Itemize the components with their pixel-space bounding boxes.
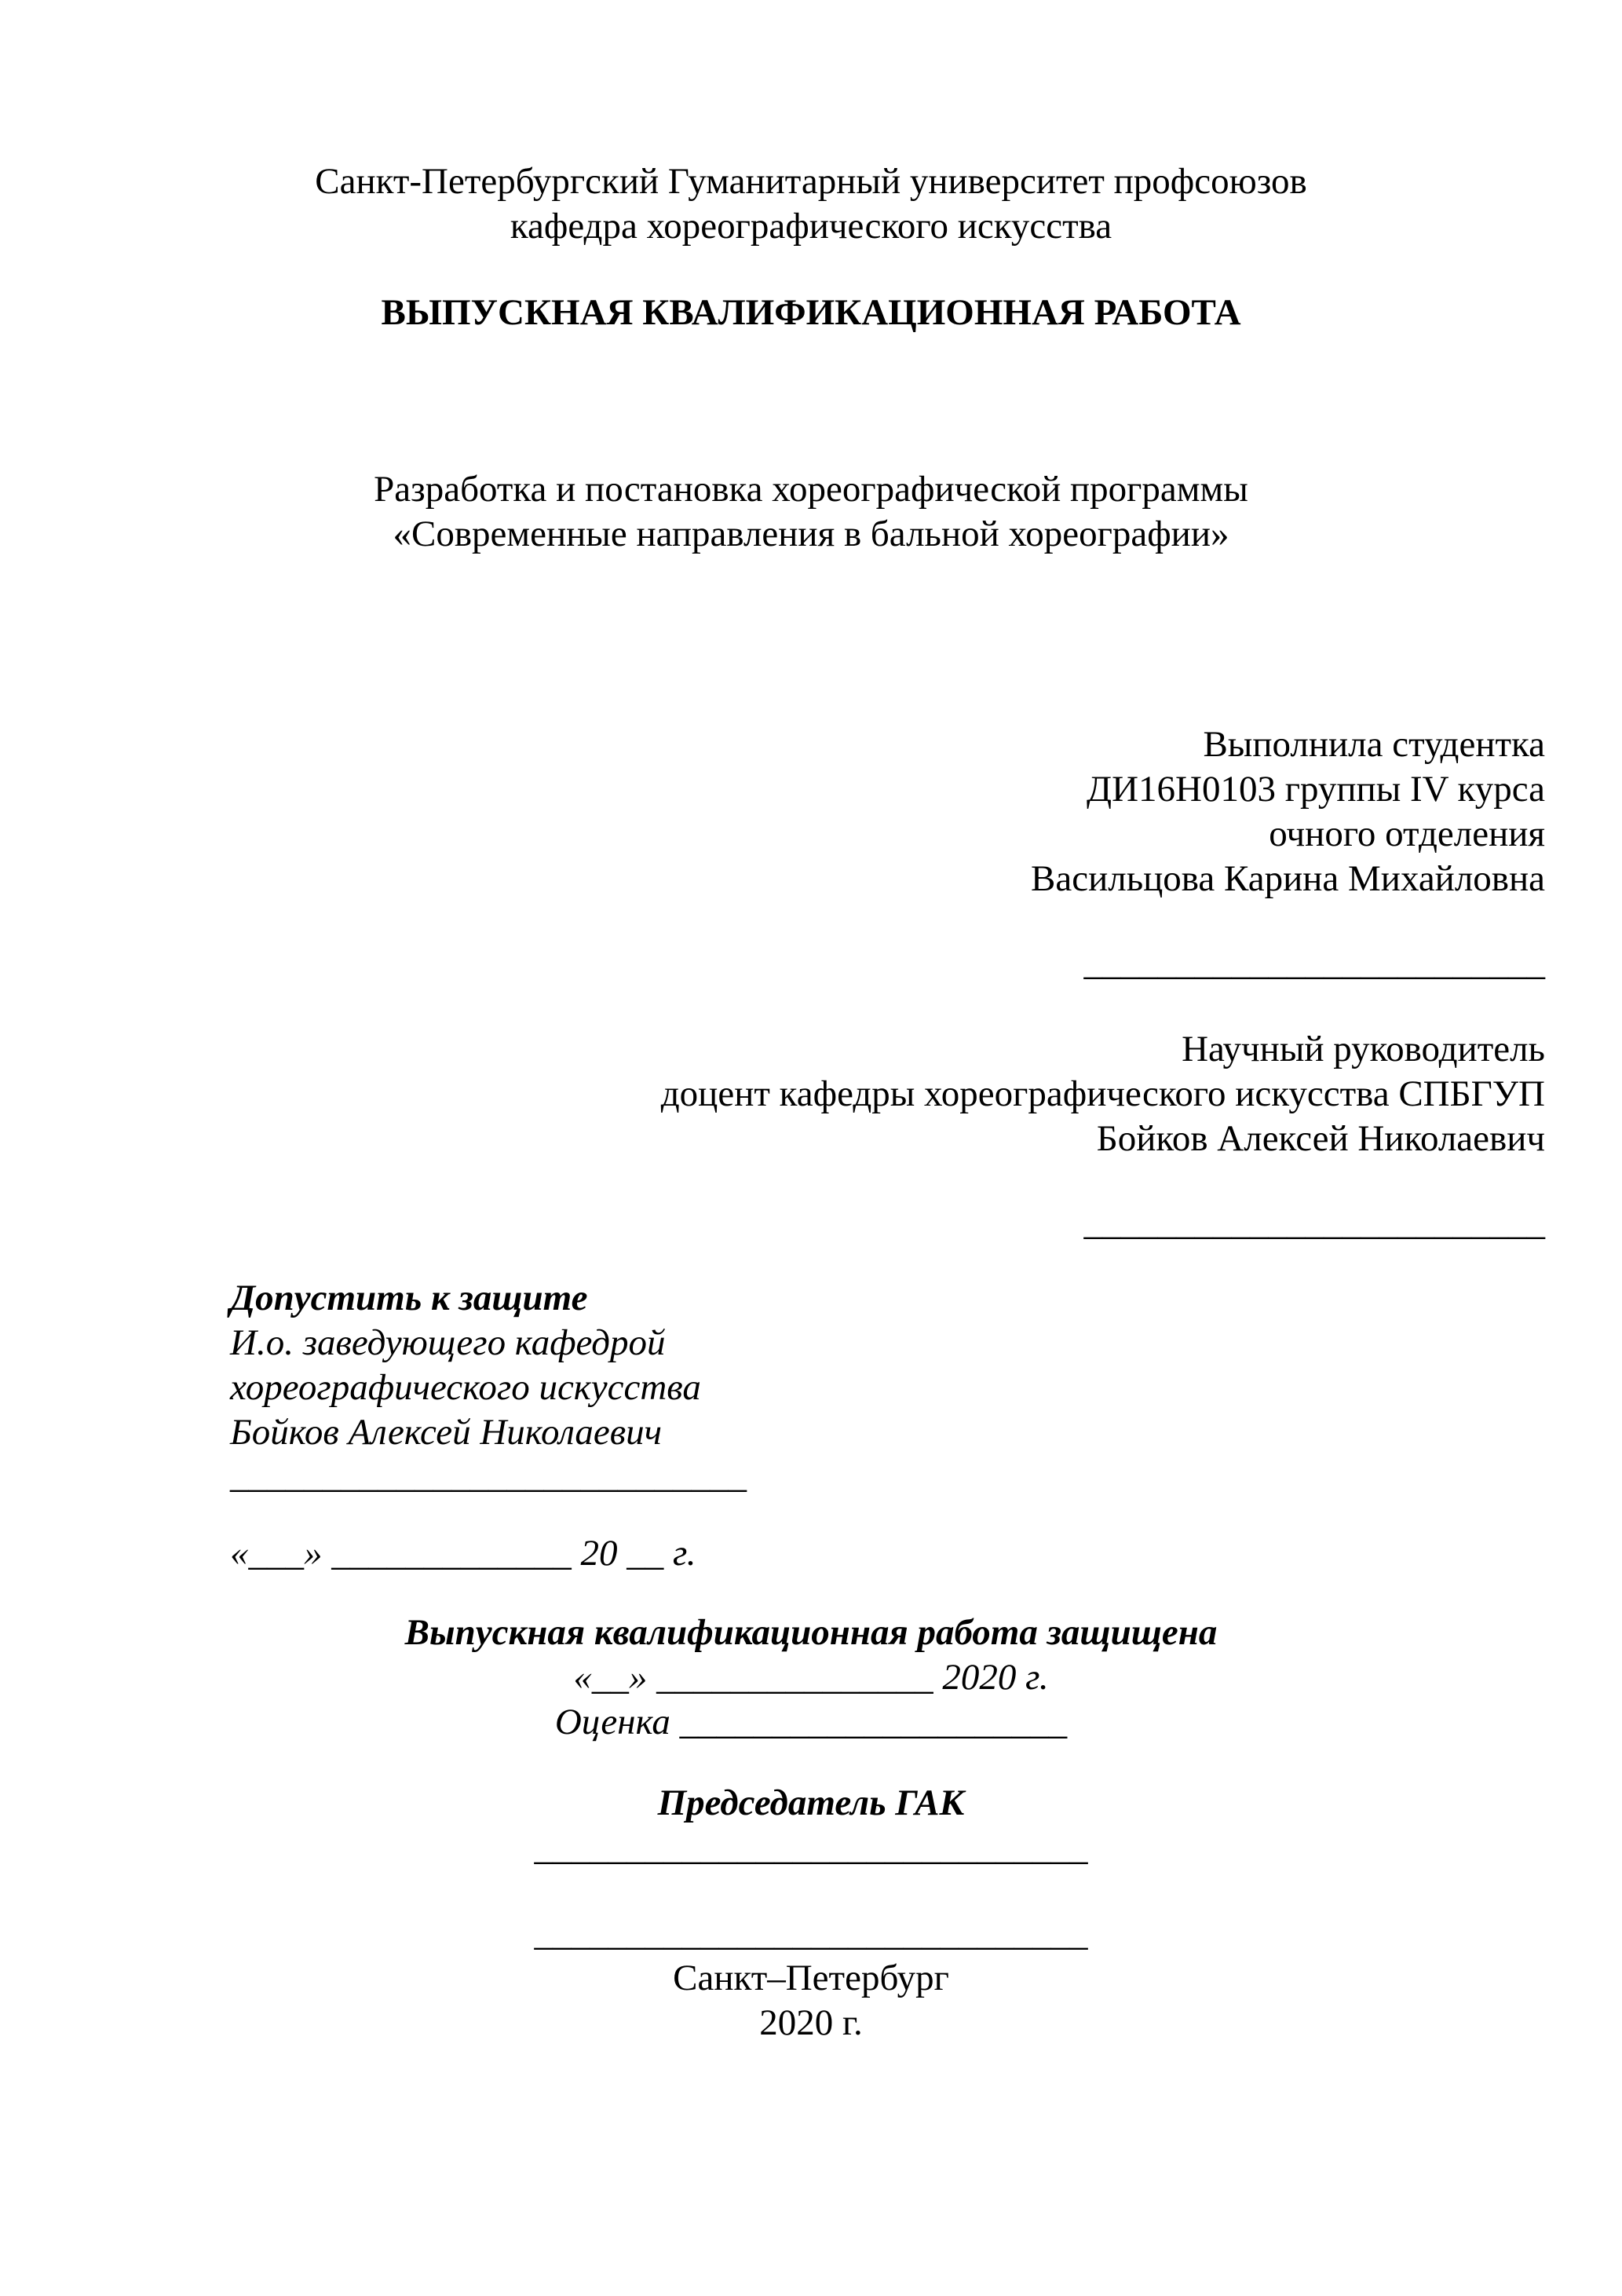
student-signature-line: _________________________ bbox=[1083, 942, 1545, 983]
supervisor-position: доцент кафедры хореографического искусства СПБГУП bbox=[660, 1073, 1545, 1114]
student-label: Выполнила студентка bbox=[1203, 724, 1545, 765]
admission-signature-line: ____________________________ bbox=[230, 1455, 747, 1496]
chair-signature-line-1: ______________________________ bbox=[534, 1827, 1088, 1868]
topic-line-1: Разработка и постановка хореографической программы bbox=[374, 469, 1248, 510]
supervisor-name: Бойков Алексей Николаевич bbox=[1096, 1118, 1545, 1159]
chair-heading: Председатель ГАК bbox=[657, 1782, 965, 1823]
student-name: Васильцова Карина Михайловна bbox=[1031, 858, 1545, 899]
admission-name: Бойков Алексей Николаевич bbox=[230, 1412, 663, 1453]
defense-heading: Выпускная квалификационная работа защищена bbox=[404, 1612, 1218, 1653]
admission-heading: Допустить к защите bbox=[230, 1278, 588, 1318]
defense-grade: Оценка _____________________ bbox=[554, 1702, 1068, 1742]
student-department: очного отделения bbox=[1269, 813, 1545, 854]
supervisor-label: Научный руководитель bbox=[1182, 1029, 1545, 1069]
footer-city: Санкт–Петербург bbox=[673, 1958, 949, 1998]
chair-signature-line-2: ______________________________ bbox=[534, 1913, 1088, 1954]
admission-date: «___» _____________ 20 __ г. bbox=[230, 1533, 696, 1574]
document-title: ВЫПУСКНАЯ КВАЛИФИКАЦИОННАЯ РАБОТА bbox=[381, 292, 1241, 333]
department-name: кафедра хореографического искусства bbox=[510, 206, 1112, 247]
defense-date: «__» _______________ 2020 г. bbox=[573, 1657, 1049, 1698]
student-group: ДИ16Н0103 группы IV курса bbox=[1087, 769, 1545, 810]
admission-position: И.о. заведующего кафедрой bbox=[230, 1322, 666, 1363]
supervisor-signature-line: _________________________ bbox=[1083, 1202, 1545, 1243]
admission-department: хореографического искусства bbox=[230, 1367, 701, 1408]
footer-year: 2020 г. bbox=[759, 2002, 863, 2043]
university-name: Санкт-Петербургский Гуманитарный университет профсоюзов bbox=[315, 161, 1307, 202]
topic-line-2: «Современные направления в бальной хореографии» bbox=[393, 514, 1229, 554]
